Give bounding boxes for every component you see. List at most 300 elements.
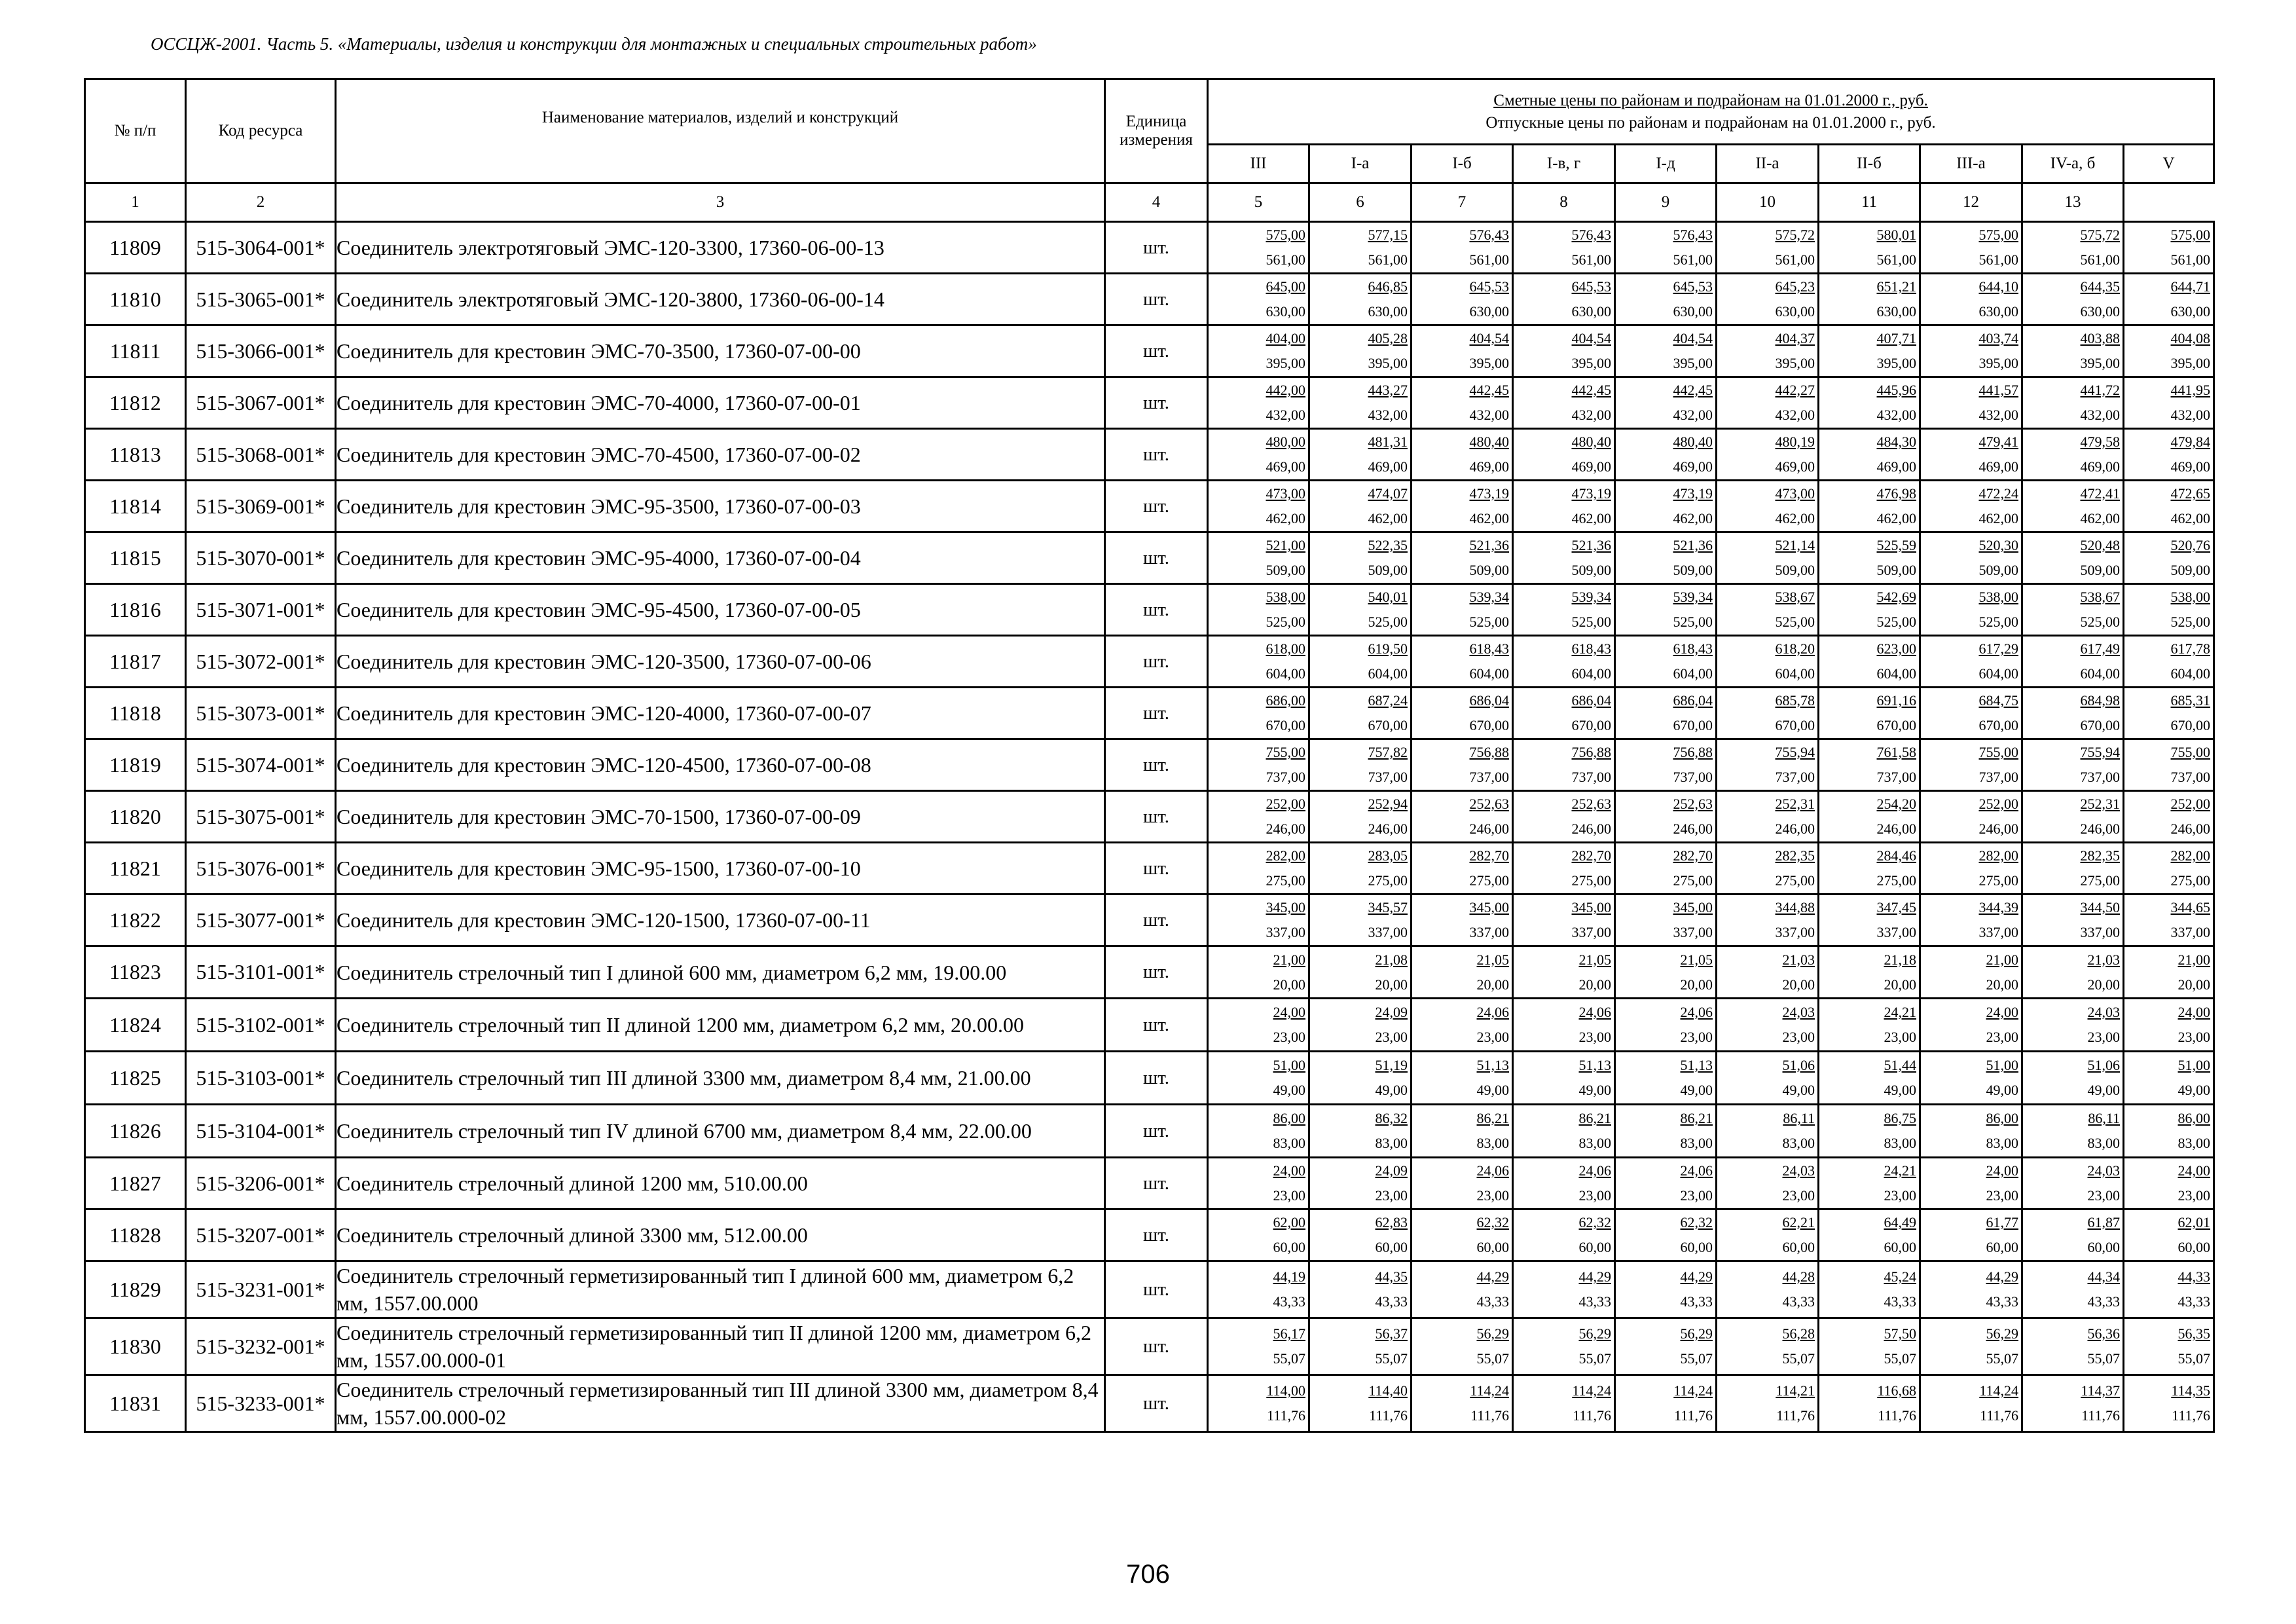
release-price: 432,00 [2170, 407, 2211, 423]
release-price: 60,00 [1782, 1239, 1815, 1255]
column-number: 12 [1920, 183, 2022, 222]
row-number: 11825 [85, 1052, 186, 1105]
resource-code: 515-3065-001* [186, 274, 336, 325]
estimated-price: 86,75 [1884, 1110, 1916, 1126]
estimated-price: 56,29 [1680, 1325, 1713, 1342]
material-name: Соединитель стрелочный длиной 1200 мм, 510.00.00 [336, 1158, 1105, 1209]
estimated-price: 619,50 [1368, 640, 1408, 657]
table-row [85, 377, 2214, 429]
row-number: 11824 [85, 999, 186, 1052]
release-price: 630,00 [1876, 303, 1916, 320]
price-cell [2022, 739, 2124, 791]
release-price: 509,00 [1876, 562, 1916, 578]
price-cell [1208, 1318, 1309, 1375]
estimated-price: 252,94 [1368, 796, 1408, 812]
release-price: 737,00 [1368, 769, 1408, 785]
release-price: 509,00 [1571, 562, 1611, 578]
release-price: 395,00 [2170, 355, 2211, 371]
estimated-price: 114,21 [1776, 1382, 1815, 1399]
estimated-price: 24,00 [2178, 1004, 2211, 1020]
estimated-price: 442,00 [1266, 382, 1305, 398]
price-cell [1309, 688, 1412, 739]
estimated-price: 252,31 [2080, 796, 2120, 812]
release-price: 23,00 [1476, 1029, 1509, 1045]
column-number: 9 [1615, 183, 1717, 222]
estimated-price: 24,09 [1375, 1004, 1408, 1020]
row-number: 11809 [85, 222, 186, 274]
price-cell [1208, 222, 1309, 274]
estimated-price: 345,00 [1266, 899, 1305, 915]
material-name: Соединитель стрелочный тип IV длиной 6700 мм, диаметром 8,4 мм, 22.00.00 [336, 1105, 1105, 1158]
table-row [85, 274, 2214, 325]
price-cell [1309, 481, 1412, 532]
estimated-price: 576,43 [1571, 227, 1611, 243]
release-price: 49,00 [1476, 1082, 1509, 1098]
estimated-price: 538,00 [2170, 589, 2211, 605]
release-price: 630,00 [1368, 303, 1408, 320]
resource-code: 515-3067-001* [186, 377, 336, 429]
release-price: 55,07 [1375, 1350, 1408, 1367]
price-cell [1208, 1105, 1309, 1158]
estimated-price: 691,16 [1876, 692, 1916, 709]
estimated-price: 645,00 [1266, 278, 1305, 295]
release-price: 630,00 [1469, 303, 1509, 320]
release-price: 337,00 [1266, 924, 1305, 940]
estimated-price: 284,46 [1876, 847, 1916, 864]
release-price: 49,00 [2178, 1082, 2211, 1098]
price-cell [1920, 999, 2022, 1052]
estimated-price: 114,37 [2081, 1382, 2120, 1399]
material-name: Соединитель для крестовин ЭМС-120-1500, 17360-07-00-11 [336, 895, 1105, 946]
estimated-price: 345,00 [1673, 899, 1713, 915]
table-row [85, 1158, 2214, 1209]
estimated-price: 56,17 [1273, 1325, 1305, 1342]
price-cell [1412, 377, 1513, 429]
price-cell [1208, 791, 1309, 843]
estimated-price: 21,00 [1273, 951, 1305, 968]
estimated-price: 686,00 [1266, 692, 1305, 709]
price-cell [1412, 1318, 1513, 1375]
estimated-price: 44,29 [1578, 1268, 1611, 1285]
release-price: 60,00 [1578, 1239, 1611, 1255]
price-cell [1615, 481, 1717, 532]
price-cell [2124, 532, 2214, 584]
estimated-price: 404,54 [1469, 330, 1509, 346]
price-cell [1309, 274, 1412, 325]
price-cell [1412, 999, 1513, 1052]
resource-code: 515-3072-001* [186, 636, 336, 688]
estimated-price: 345,00 [1571, 899, 1611, 915]
release-price: 670,00 [1978, 717, 2018, 733]
estimated-price: 21,03 [1782, 951, 1815, 968]
price-cell [1615, 1158, 1717, 1209]
price-cell [1717, 377, 1819, 429]
release-price: 337,00 [1978, 924, 2018, 940]
estimated-price: 21,05 [1476, 951, 1509, 968]
price-cell [2124, 895, 2214, 946]
release-price: 561,00 [1469, 251, 1509, 268]
release-price: 23,00 [1273, 1187, 1305, 1204]
release-price: 604,00 [1876, 665, 1916, 682]
release-price: 462,00 [1978, 510, 2018, 526]
price-cell [2022, 1158, 2124, 1209]
estimated-price: 407,71 [1876, 330, 1916, 346]
price-cell [1819, 1318, 1920, 1375]
estimated-price: 617,49 [2080, 640, 2120, 657]
price-cell [1309, 895, 1412, 946]
material-name: Соединитель для крестовин ЭМС-95-4500, 17360-07-00-05 [336, 584, 1105, 636]
estimated-price: 686,04 [1469, 692, 1509, 709]
release-price: 462,00 [1571, 510, 1611, 526]
release-price: 23,00 [2178, 1029, 2211, 1045]
release-price: 604,00 [1775, 665, 1815, 682]
row-number: 11820 [85, 791, 186, 843]
price-cell [2022, 895, 2124, 946]
estimated-price: 480,40 [1571, 434, 1611, 450]
price-cell [1920, 481, 2022, 532]
column-number: 11 [1819, 183, 1920, 222]
release-price: 246,00 [1266, 821, 1305, 837]
release-price: 60,00 [1476, 1239, 1509, 1255]
table-row [85, 1105, 2214, 1158]
unit-of-measure: шт. [1105, 791, 1208, 843]
unit-of-measure: шт. [1105, 1261, 1208, 1318]
region-header: I-в, г [1513, 145, 1615, 183]
resource-code: 515-3071-001* [186, 584, 336, 636]
release-price: 83,00 [2087, 1135, 2120, 1151]
row-number: 11831 [85, 1375, 186, 1432]
release-price: 23,00 [1680, 1029, 1713, 1045]
estimated-price: 116,68 [1877, 1382, 1916, 1399]
row-number: 11828 [85, 1209, 186, 1261]
price-cell [1208, 325, 1309, 377]
price-cell [1615, 325, 1717, 377]
release-price: 83,00 [1273, 1135, 1305, 1151]
release-price: 432,00 [1876, 407, 1916, 423]
release-price: 561,00 [1266, 251, 1305, 268]
estimated-price: 480,00 [1266, 434, 1305, 450]
price-cell [1717, 1158, 1819, 1209]
material-name: Соединитель электротяговый ЭМС-120-3300, 17360-06-00-13 [336, 222, 1105, 274]
release-price: 525,00 [1673, 614, 1713, 630]
price-cell [1819, 895, 1920, 946]
estimated-price: 404,54 [1571, 330, 1611, 346]
price-cell [1309, 791, 1412, 843]
material-name: Соединитель для крестовин ЭМС-70-1500, 17360-07-00-09 [336, 791, 1105, 843]
release-price: 509,00 [1673, 562, 1713, 578]
release-price: 43,33 [2178, 1293, 2211, 1310]
material-name: Соединитель стрелочный герметизированный тип III длиной 3300 мм, диаметром 8,4 мм, 1557.00.000-02 [336, 1375, 1105, 1432]
price-cell [2124, 325, 2214, 377]
release-price: 55,07 [1273, 1350, 1305, 1367]
price-cell [1615, 739, 1717, 791]
region-header: II-б [1819, 145, 1920, 183]
material-name: Соединитель для крестовин ЭМС-120-4500, 17360-07-00-08 [336, 739, 1105, 791]
price-cell [2022, 377, 2124, 429]
price-cell [1208, 636, 1309, 688]
release-price: 60,00 [2087, 1239, 2120, 1255]
row-number: 11819 [85, 739, 186, 791]
release-price: 111,76 [1674, 1407, 1713, 1424]
material-name: Соединитель стрелочный герметизированный тип II длиной 1200 мм, диаметром 6,2 мм, 1557.00.000-01 [336, 1318, 1105, 1375]
price-cell [1819, 1158, 1920, 1209]
estimated-price: 473,19 [1673, 485, 1713, 502]
estimated-price: 404,08 [2170, 330, 2211, 346]
table-row [85, 999, 2214, 1052]
resource-code: 515-3073-001* [186, 688, 336, 739]
price-cell [1819, 274, 1920, 325]
release-price: 737,00 [1571, 769, 1611, 785]
price-cell [1309, 377, 1412, 429]
price-cell [1615, 895, 1717, 946]
price-cell [1309, 1375, 1412, 1432]
estimated-price: 756,88 [1469, 744, 1509, 760]
release-price: 275,00 [1266, 872, 1305, 889]
resource-code: 515-3206-001* [186, 1158, 336, 1209]
estimated-price: 575,00 [1266, 227, 1305, 243]
estimated-price: 442,27 [1775, 382, 1815, 398]
price-cell [1412, 429, 1513, 481]
estimated-price: 21,18 [1884, 951, 1916, 968]
estimated-price: 282,70 [1469, 847, 1509, 864]
material-name: Соединитель электротяговый ЭМС-120-3800, 17360-06-00-14 [336, 274, 1105, 325]
estimated-price: 45,24 [1884, 1268, 1916, 1285]
price-cell [1819, 481, 1920, 532]
price-cell [1717, 895, 1819, 946]
estimated-price: 64,49 [1884, 1214, 1916, 1230]
estimated-price: 539,34 [1673, 589, 1713, 605]
estimated-price: 522,35 [1368, 537, 1408, 553]
estimated-price: 645,53 [1469, 278, 1509, 295]
release-price: 432,00 [1368, 407, 1408, 423]
estimated-price: 576,43 [1673, 227, 1713, 243]
release-price: 509,00 [1266, 562, 1305, 578]
estimated-price: 755,00 [2170, 744, 2211, 760]
price-cell [1717, 946, 1819, 999]
estimated-price: 86,00 [1986, 1110, 2018, 1126]
price-cell [1819, 688, 1920, 739]
release-price: 23,00 [2087, 1187, 2120, 1204]
price-cell [1615, 222, 1717, 274]
price-cell [1309, 843, 1412, 895]
price-cell [1819, 791, 1920, 843]
estimated-price: 56,37 [1375, 1325, 1408, 1342]
price-cell [1717, 688, 1819, 739]
release-price: 630,00 [1673, 303, 1713, 320]
estimated-price: 24,21 [1884, 1162, 1916, 1179]
estimated-price: 282,00 [1978, 847, 2018, 864]
estimated-price: 24,06 [1578, 1162, 1611, 1179]
release-price: 60,00 [1375, 1239, 1408, 1255]
region-header: III [1208, 145, 1309, 183]
estimated-price: 44,29 [1986, 1268, 2018, 1285]
price-cell [1615, 532, 1717, 584]
unit-of-measure: шт. [1105, 325, 1208, 377]
release-price: 49,00 [1884, 1082, 1916, 1098]
estimated-price: 345,00 [1469, 899, 1509, 915]
row-number: 11821 [85, 843, 186, 895]
estimated-price: 521,00 [1266, 537, 1305, 553]
release-price: 525,00 [1775, 614, 1815, 630]
release-price: 469,00 [1368, 458, 1408, 475]
estimated-price: 445,96 [1876, 382, 1916, 398]
estimated-price: 540,01 [1368, 589, 1408, 605]
release-price: 395,00 [1775, 355, 1815, 371]
unit-of-measure: шт. [1105, 1105, 1208, 1158]
price-cell [2124, 481, 2214, 532]
table-row [85, 532, 2214, 584]
release-price: 49,00 [1375, 1082, 1408, 1098]
price-cell [1615, 688, 1717, 739]
release-price: 509,00 [1775, 562, 1815, 578]
release-price: 395,00 [2080, 355, 2120, 371]
price-cell [1819, 1052, 1920, 1105]
release-price: 23,00 [1680, 1187, 1713, 1204]
price-cell [1920, 1261, 2022, 1318]
price-cell [1309, 1209, 1412, 1261]
resource-code: 515-3207-001* [186, 1209, 336, 1261]
release-price: 604,00 [1978, 665, 2018, 682]
release-price: 469,00 [1571, 458, 1611, 475]
price-cell [2022, 946, 2124, 999]
release-price: 23,00 [1476, 1187, 1509, 1204]
release-price: 55,07 [1782, 1350, 1815, 1367]
price-cell [2124, 688, 2214, 739]
price-cell [1920, 791, 2022, 843]
estimated-price: 62,01 [2178, 1214, 2211, 1230]
release-price: 23,00 [1578, 1187, 1611, 1204]
estimated-price: 24,06 [1680, 1162, 1713, 1179]
release-price: 604,00 [1469, 665, 1509, 682]
price-cell [1717, 739, 1819, 791]
release-price: 49,00 [1782, 1082, 1815, 1098]
estimated-price: 283,05 [1368, 847, 1408, 864]
release-price: 670,00 [1571, 717, 1611, 733]
price-cell [1412, 946, 1513, 999]
price-cell [1615, 791, 1717, 843]
price-cell [1717, 481, 1819, 532]
release-price: 43,33 [1680, 1293, 1713, 1310]
table-row [85, 222, 2214, 274]
release-price: 49,00 [2087, 1082, 2120, 1098]
release-price: 432,00 [1469, 407, 1509, 423]
price-cell [1412, 791, 1513, 843]
price-cell [1920, 274, 2022, 325]
release-price: 83,00 [1375, 1135, 1408, 1151]
price-cell [1819, 1375, 1920, 1432]
price-cell [2124, 377, 2214, 429]
estimated-price: 62,83 [1375, 1214, 1408, 1230]
estimated-price: 21,00 [2178, 951, 2211, 968]
release-price: 23,00 [1884, 1187, 1916, 1204]
release-price: 20,00 [1578, 976, 1611, 993]
price-cell [1615, 1105, 1717, 1158]
price-cell [1615, 946, 1717, 999]
release-price: 561,00 [2170, 251, 2211, 268]
price-cell [2022, 999, 2124, 1052]
release-price: 43,33 [1986, 1293, 2018, 1310]
column-number: 1 [85, 183, 186, 222]
release-price: 337,00 [1368, 924, 1408, 940]
price-cell [1920, 532, 2022, 584]
release-price: 246,00 [2170, 821, 2211, 837]
price-cell [1819, 739, 1920, 791]
estimated-price: 51,13 [1476, 1057, 1509, 1073]
estimated-price: 86,11 [1783, 1110, 1815, 1126]
estimated-price: 24,06 [1578, 1004, 1611, 1020]
release-price: 509,00 [2080, 562, 2120, 578]
unit-of-measure: шт. [1105, 999, 1208, 1052]
release-price: 337,00 [2170, 924, 2211, 940]
price-cell [1615, 636, 1717, 688]
price-cell [1615, 429, 1717, 481]
release-price: 630,00 [2080, 303, 2120, 320]
estimated-price: 472,65 [2170, 485, 2211, 502]
price-cell [1208, 1209, 1309, 1261]
price-cell [1412, 843, 1513, 895]
release-price: 630,00 [1571, 303, 1611, 320]
price-cell [1717, 1318, 1819, 1375]
row-number: 11827 [85, 1158, 186, 1209]
price-cell [1309, 1318, 1412, 1375]
release-price: 23,00 [1884, 1029, 1916, 1045]
estimated-price: 114,24 [1470, 1382, 1509, 1399]
resource-code: 515-3077-001* [186, 895, 336, 946]
table-row [85, 688, 2214, 739]
price-cell [1208, 584, 1309, 636]
release-price: 111,76 [1573, 1407, 1611, 1424]
release-price: 462,00 [1266, 510, 1305, 526]
release-price: 111,76 [1980, 1407, 2018, 1424]
table-row [85, 481, 2214, 532]
release-price: 469,00 [2170, 458, 2211, 475]
release-price: 604,00 [2080, 665, 2120, 682]
estimated-price: 345,57 [1368, 899, 1408, 915]
estimated-price: 21,05 [1680, 951, 1713, 968]
price-cell [1309, 1158, 1412, 1209]
region-header: II-а [1717, 145, 1819, 183]
price-cell [1920, 584, 2022, 636]
price-cell [1920, 946, 2022, 999]
price-cell [1513, 636, 1615, 688]
price-cell [1717, 999, 1819, 1052]
estimated-price: 617,78 [2170, 640, 2211, 657]
release-price: 111,76 [2081, 1407, 2120, 1424]
estimated-price: 755,00 [1978, 744, 2018, 760]
unit-of-measure: шт. [1105, 688, 1208, 739]
price-cell [2022, 584, 2124, 636]
release-price: 246,00 [1368, 821, 1408, 837]
resource-code: 515-3075-001* [186, 791, 336, 843]
price-cell [2022, 636, 2124, 688]
release-price: 275,00 [1673, 872, 1713, 889]
release-price: 23,00 [2087, 1029, 2120, 1045]
estimated-price: 521,36 [1673, 537, 1713, 553]
release-price: 630,00 [1978, 303, 2018, 320]
unit-of-measure: шт. [1105, 274, 1208, 325]
release-price: 43,33 [1375, 1293, 1408, 1310]
region-header: V [2124, 145, 2214, 183]
release-price: 561,00 [1571, 251, 1611, 268]
price-cell [1309, 1052, 1412, 1105]
price-cell [2124, 1261, 2214, 1318]
estimated-price: 576,43 [1469, 227, 1509, 243]
release-price: 509,00 [2170, 562, 2211, 578]
release-price: 462,00 [1775, 510, 1815, 526]
region-header: I-а [1309, 145, 1412, 183]
column-number: 4 [1105, 183, 1208, 222]
price-cell [2124, 1375, 2214, 1432]
